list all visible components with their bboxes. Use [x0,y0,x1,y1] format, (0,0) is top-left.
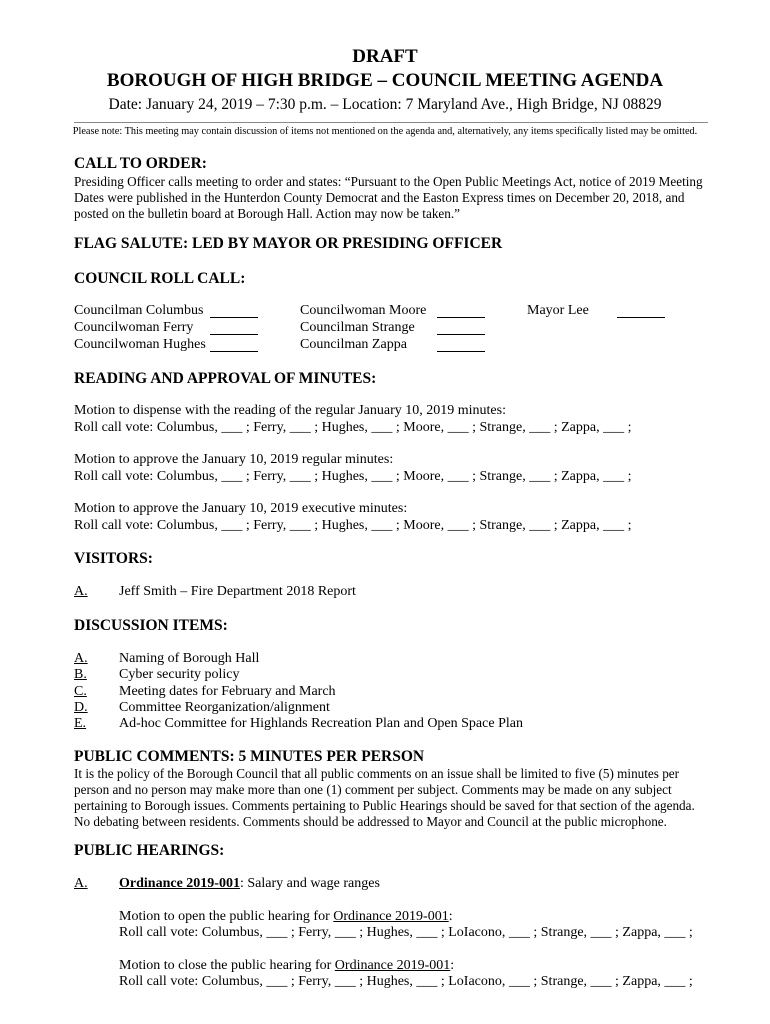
public-comments-text: It is the policy of the Borough Council that all public comments on an issue shall be limited to five (5) minutes per person and no person may make more than one (1) comment per subject. Comments may be made on any subject pertaining to Borough issues. Comments pertaining to Public Hearings should be saved for that section of the agenda. No debating between residents. Comments should be addressed to Mayor and Council at the public microphone. [74,766,695,829]
call-to-order-text: Presiding Officer calls meeting to order and states: “Pursuant to the Open Public Meetings Act, notice of 2019 Meeting Dates were published in the Hunterdon County Democrat and the Easton Express times on December 20, 2018, and posted on the bulletin board at Borough Hall. Action may now be taken.” [74,174,703,221]
attendance-blank[interactable] [437,306,485,318]
minutes-heading: READING AND APPROVAL OF MINUTES: [74,370,377,387]
roll-call-vote-line: Roll call vote: Columbus, ___ ; Ferry, ___ ; Hughes, ___ ; LoIacono, ___ ; Strange, ___ ; Zappa, ___ ; [119,974,693,989]
attendance-blank[interactable] [437,340,485,352]
attendance-blank[interactable] [210,323,258,335]
item-letter: A. [74,876,88,891]
discussion-item: Cyber security policy [119,667,240,682]
flag-salute-heading: FLAG SALUTE: LED BY MAYOR OR PRESIDING OFFICER [74,235,503,252]
discussion-item: Meeting dates for February and March [119,684,336,699]
item-letter: B. [74,667,87,682]
draft-label: DRAFT [352,46,418,67]
attendance-blank[interactable] [617,306,665,318]
visitors-heading: VISITORS: [74,550,153,567]
ordinance-description: : Salary and wage ranges [239,876,380,891]
roll-call-member: Mayor Lee [527,303,589,318]
document-title: BOROUGH OF HIGH BRIDGE – COUNCIL MEETING AGENDA [106,70,664,91]
discussion-item: Committee Reorganization/alignment [119,700,330,715]
roll-call-member: Councilwoman Hughes [74,337,206,352]
discussion-item: Ad-hoc Committee for Highlands Recreation Plan and Open Space Plan [119,716,523,731]
agenda-note: Please note: This meeting may contain discussion of items not mentioned on the agenda and, alternatively, any items specifically listed may be omitted. [72,126,698,137]
attendance-blank[interactable] [437,323,485,335]
discussion-heading: DISCUSSION ITEMS: [74,617,228,634]
motion-text: Motion to approve the January 10, 2019 regular minutes: [74,452,394,467]
visitor-item: Jeff Smith – Fire Department 2018 Report [119,584,356,599]
ordinance-item [119,876,380,892]
meeting-date-line: Date: January 24, 2019 – 7:30 p.m. – Location: 7 Maryland Ave., High Bridge, NJ 08829 [108,96,662,113]
motion-open-hearing: Motion to open the public hearing for Ordinance 2019-001: [119,909,453,924]
attendance-blank[interactable] [210,306,258,318]
roll-call-member: Councilman Zappa [300,337,407,352]
item-letter: A. [74,584,88,599]
motion-text: Motion to dispense with the reading of the regular January 10, 2019 minutes: [74,403,506,418]
public-comments-heading: PUBLIC COMMENTS: 5 MINUTES PER PERSON [74,748,425,765]
ordinance-link: Ordinance 2019-001 [334,958,451,973]
item-letter: C. [74,684,87,699]
attendance-blank[interactable] [210,340,258,352]
roll-call-vote-line: Roll call vote: Columbus, ___ ; Ferry, ___ ; Hughes, ___ ; Moore, ___ ; Strange, ___ ; Zappa, ___ ; [74,420,632,435]
item-letter: A. [74,651,88,666]
roll-call-vote-line: Roll call vote: Columbus, ___ ; Ferry, ___ ; Hughes, ___ ; Moore, ___ ; Strange, ___ ; Zappa, ___ ; [74,469,632,484]
motion-text: Motion to approve the January 10, 2019 executive minutes: [74,501,408,516]
roll-call-member: Councilwoman Moore [300,303,427,318]
roll-call-heading: COUNCIL ROLL CALL: [74,270,246,287]
motion-close-hearing: Motion to close the public hearing for Ordinance 2019-001: [119,958,455,973]
ordinance-number: Ordinance 2019-001 [119,876,240,891]
item-letter: D. [74,700,88,715]
public-hearings-heading: PUBLIC HEARINGS: [74,842,225,859]
roll-call-vote-line: Roll call vote: Columbus, ___ ; Ferry, ___ ; Hughes, ___ ; Moore, ___ ; Strange, ___ ; Zappa, ___ ; [74,518,632,533]
roll-call-member: Councilman Columbus [74,303,204,318]
item-letter: E. [74,716,87,731]
header-divider [74,122,708,123]
roll-call-member: Councilwoman Ferry [74,320,194,335]
ordinance-link: Ordinance 2019-001 [333,909,449,924]
discussion-item: Naming of Borough Hall [119,651,260,666]
roll-call-vote-line: Roll call vote: Columbus, ___ ; Ferry, ___ ; Hughes, ___ ; LoIacono, ___ ; Strange, ___ ; Zappa, ___ ; [119,925,693,940]
call-to-order-heading: CALL TO ORDER: [74,155,207,172]
roll-call-member: Councilman Strange [300,320,415,335]
